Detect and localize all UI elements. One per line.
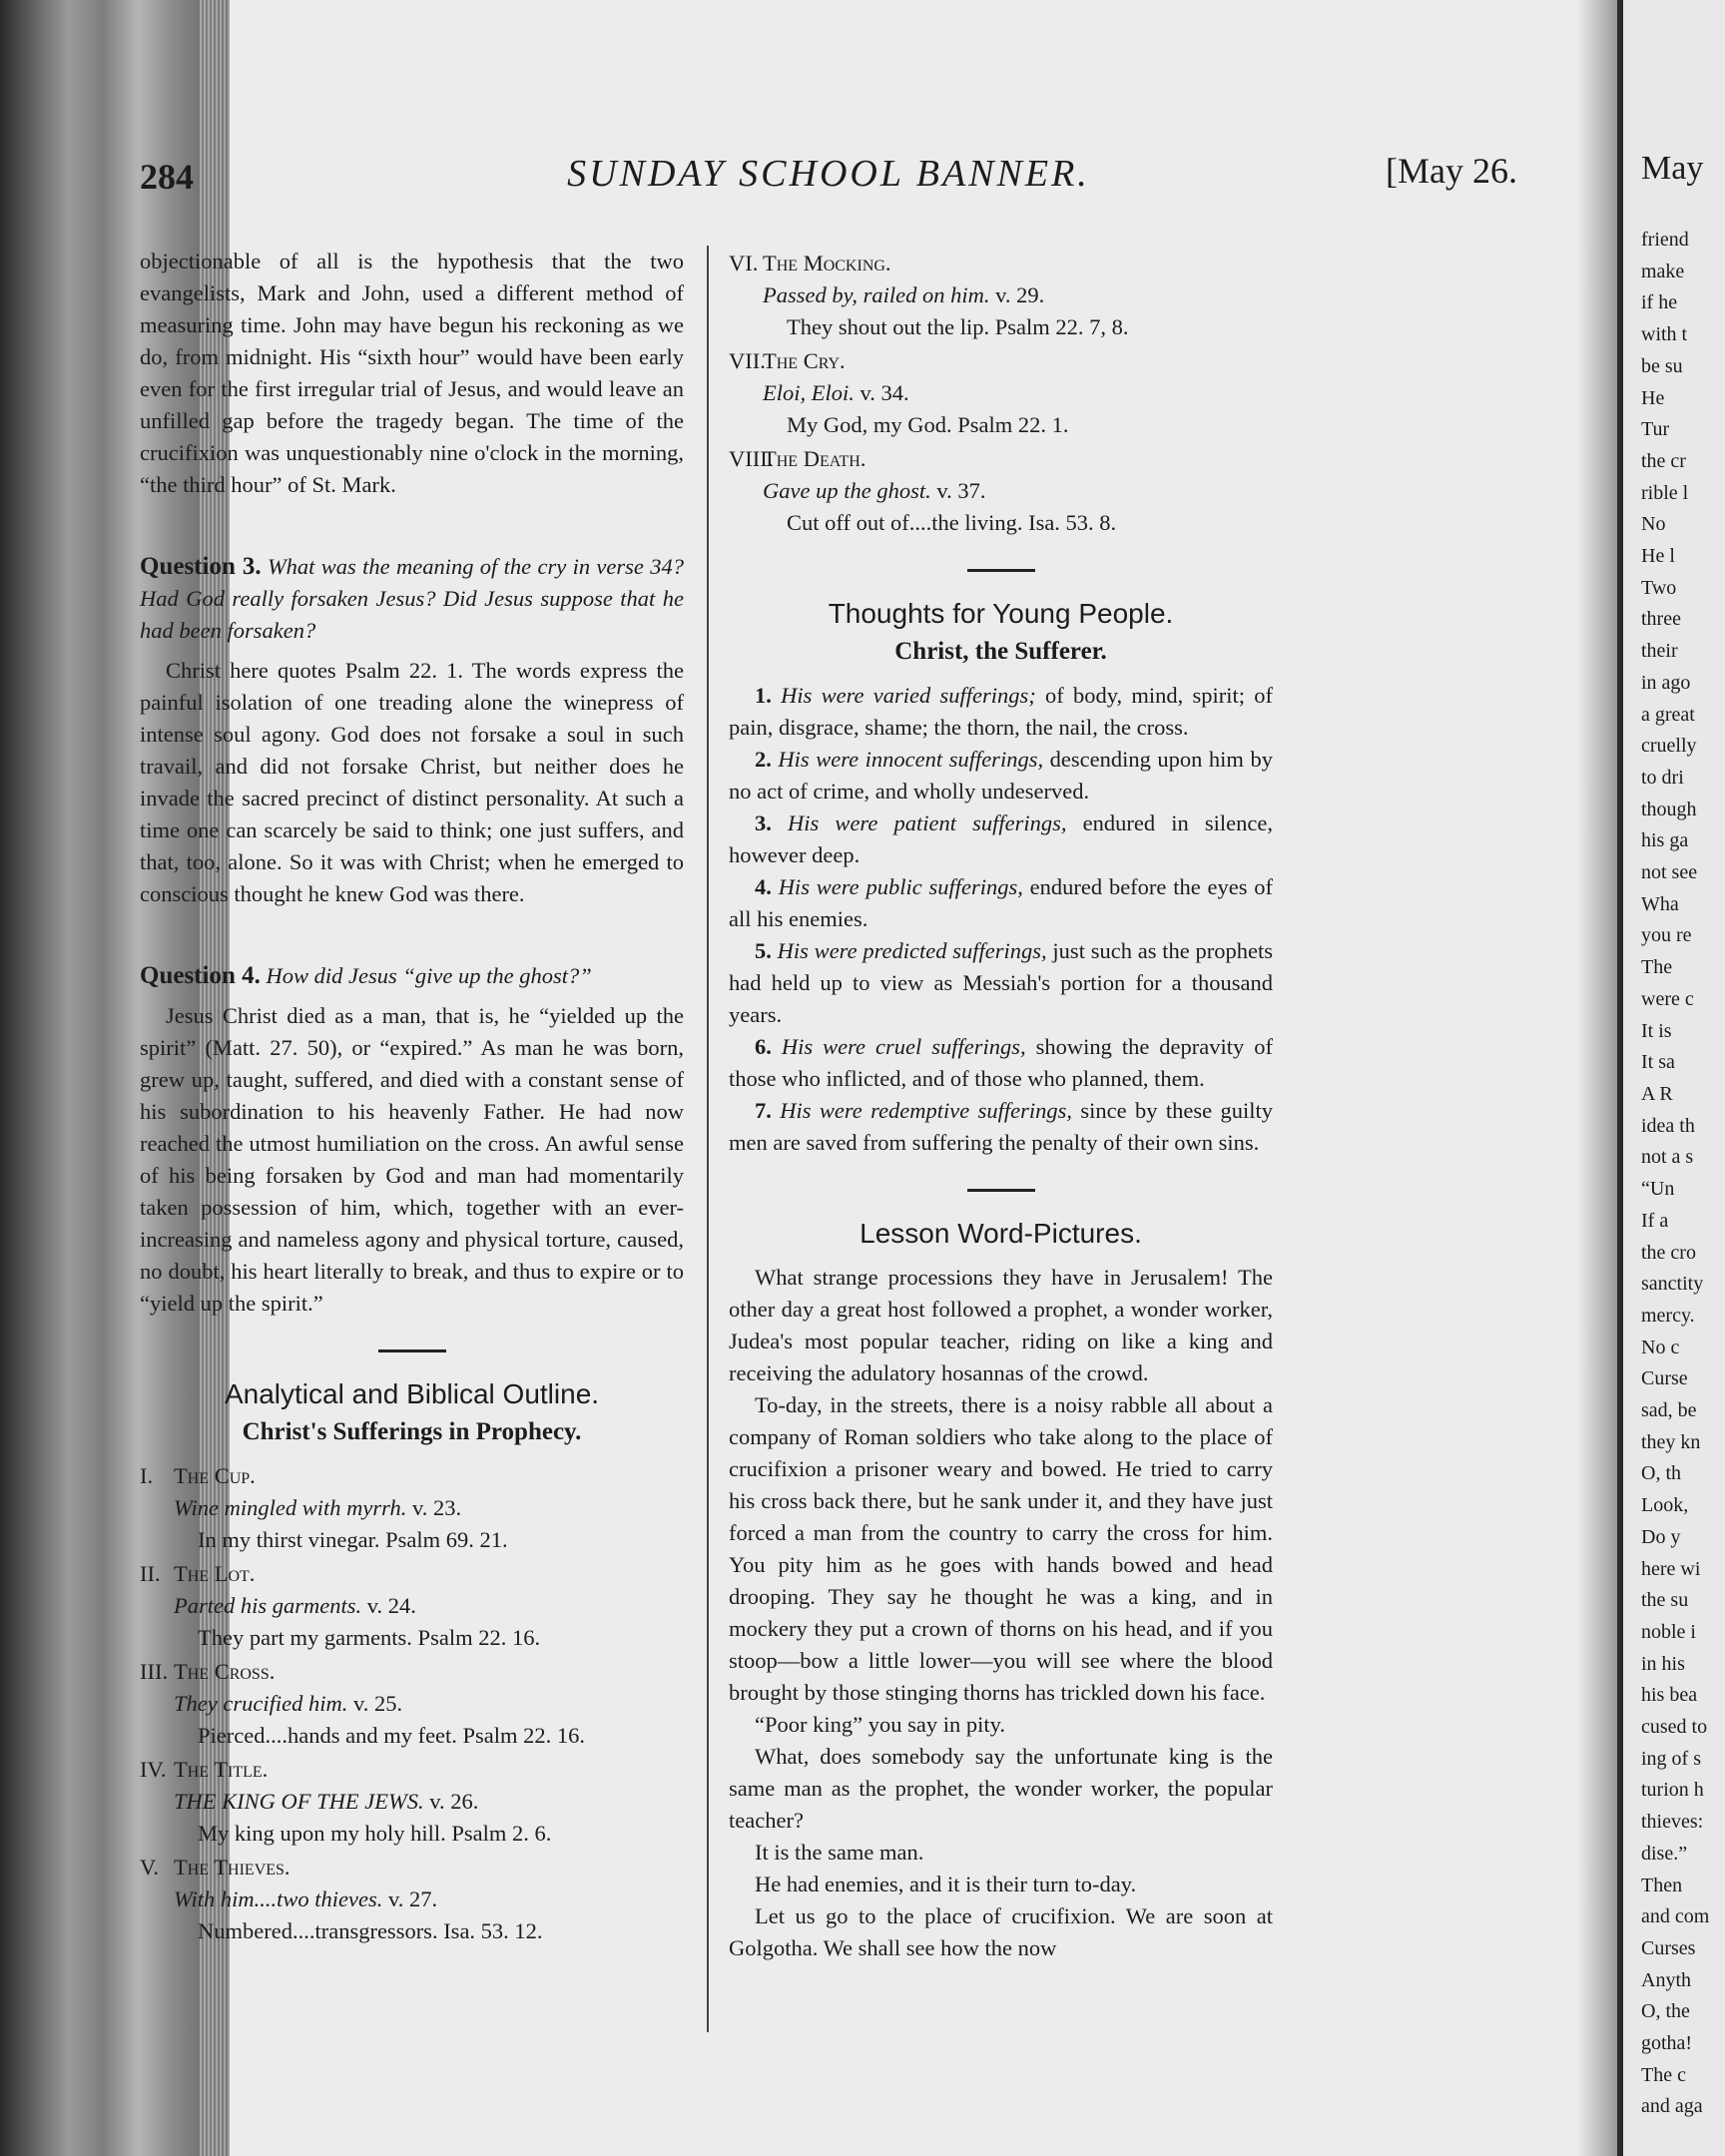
page-header bbox=[140, 148, 1517, 208]
next-page-line: turion h bbox=[1641, 1779, 1704, 1802]
thought-text: of body, mind, spirit; of pain, disgrace, shame; the thorn, the nail, the cross. bbox=[729, 683, 1274, 740]
outline-item-number: VIII. bbox=[729, 446, 774, 471]
thought-text: descending upon him by no act of crime, and wholly undeserved. bbox=[729, 747, 1273, 804]
thoughts-list bbox=[729, 680, 1273, 1159]
next-page-line: Two bbox=[1641, 576, 1677, 599]
column-divider bbox=[707, 246, 709, 2032]
outline-item-title: The Cross. bbox=[174, 1659, 276, 1684]
outline-item-title: The Thieves. bbox=[174, 1855, 290, 1880]
outline-item-title: The Lot. bbox=[174, 1561, 256, 1586]
outline-item-number: III. bbox=[140, 1659, 169, 1684]
next-page-line: If a bbox=[1641, 1209, 1669, 1232]
thought-item bbox=[729, 1095, 1273, 1159]
next-page-line: make bbox=[1641, 260, 1685, 282]
thought-text: just such as the prophets had held up to view as Messiah's portion for a thousand years. bbox=[729, 938, 1273, 1027]
next-page-line: if he bbox=[1641, 291, 1678, 314]
outline-item-quote: Numbered....transgressors. Isa. 53. 12. bbox=[198, 1918, 543, 1943]
issue-date: [May 26. bbox=[1386, 151, 1517, 191]
next-page-line: He bbox=[1641, 386, 1665, 409]
thought-number: 5. bbox=[755, 938, 772, 963]
outline-item-reference bbox=[140, 1688, 684, 1720]
outline-item-heading bbox=[729, 443, 1273, 475]
next-page-line: with t bbox=[1641, 323, 1688, 346]
word-pictures-paragraph: He had enemies, and it is their turn to-day. bbox=[755, 1872, 1137, 1896]
outline-item-number: V. bbox=[140, 1855, 159, 1880]
outline-item bbox=[140, 1754, 684, 1850]
next-page-line: the cr bbox=[1641, 449, 1686, 472]
next-page-lines bbox=[1641, 225, 1709, 2123]
thought-item bbox=[729, 744, 1273, 808]
thoughts-subtitle: Christ, the Sufferer. bbox=[894, 638, 1107, 665]
thought-item bbox=[729, 871, 1273, 935]
next-page-line: A R bbox=[1641, 1082, 1673, 1105]
next-page-line: He l bbox=[1641, 545, 1675, 568]
question-4-heading bbox=[140, 960, 684, 992]
outline-item bbox=[140, 1558, 684, 1654]
outline-item-verse: v. 29. bbox=[995, 282, 1045, 307]
outline-item-reference-text: THE KING OF THE JEWS. bbox=[174, 1789, 424, 1814]
next-page-line: thieves: bbox=[1641, 1811, 1704, 1834]
next-page-line: the su bbox=[1641, 1589, 1689, 1612]
outline-item-reference bbox=[729, 279, 1273, 311]
gutter-shadow bbox=[1577, 0, 1617, 2156]
thought-number: 6. bbox=[755, 1034, 772, 1059]
word-pictures-title: Lesson Word-Pictures. bbox=[860, 1218, 1142, 1249]
outline-item-number: VII. bbox=[729, 348, 766, 373]
thought-text: showing the depravity of those who inflicted, and of those who planned, them. bbox=[729, 1034, 1273, 1091]
outline-item-reference-text: Passed by, railed on him. bbox=[763, 282, 990, 307]
outline-item-heading bbox=[140, 1558, 684, 1590]
outline-item-number: I. bbox=[140, 1463, 154, 1488]
next-page-line: here wi bbox=[1641, 1557, 1701, 1580]
outline-item-verse: v. 27. bbox=[387, 1886, 438, 1911]
question-3-label: Question 3. bbox=[140, 553, 262, 580]
next-page-line: sanctity bbox=[1641, 1273, 1704, 1296]
outline-item bbox=[729, 345, 1273, 441]
outline-item-reference-text: Wine mingled with myrrh. bbox=[174, 1495, 407, 1520]
next-page-line: his bea bbox=[1641, 1684, 1698, 1707]
outline-item-quote: In my thirst vinegar. Psalm 69. 21. bbox=[198, 1527, 508, 1552]
next-page-line: It is bbox=[1641, 1019, 1672, 1042]
outline-item-heading bbox=[140, 1460, 684, 1492]
next-page-line: his ga bbox=[1641, 829, 1689, 852]
next-page-line: rible l bbox=[1641, 481, 1689, 504]
outline-item-verse: v. 34. bbox=[860, 380, 909, 405]
next-page-line: dise.” bbox=[1641, 1842, 1688, 1865]
outline-item-reference-text: With him....two thieves. bbox=[174, 1886, 383, 1911]
word-pictures-paragraph: “Poor king” you say in pity. bbox=[755, 1712, 1006, 1737]
thought-text: endured in silence, however deep. bbox=[729, 810, 1273, 867]
next-page-line: Curse bbox=[1641, 1367, 1688, 1390]
thoughts-title: Thoughts for Young People. bbox=[828, 598, 1174, 629]
outline-item-quote: Cut off out of....the living. Isa. 53. 8. bbox=[787, 510, 1117, 535]
page-number: 284 bbox=[140, 157, 194, 197]
word-pictures-paragraph: What, does somebody say the unfortunate king is the same man as the prophet, the wonder worker, the popular teacher? bbox=[729, 1744, 1273, 1833]
section-rule bbox=[967, 569, 1035, 572]
thought-item bbox=[729, 1031, 1273, 1095]
outline-item-reference bbox=[140, 1786, 684, 1818]
next-page-line: Wha bbox=[1641, 892, 1679, 915]
outline-item-number: II. bbox=[140, 1561, 161, 1586]
thought-lead: His were redemptive sufferings, bbox=[780, 1098, 1073, 1123]
outline-item-reference-text: Gave up the ghost. bbox=[763, 478, 931, 503]
word-pictures-body bbox=[729, 1262, 1273, 1964]
outline-item-verse: v. 26. bbox=[429, 1789, 479, 1814]
outline-item-title: The Cup. bbox=[174, 1463, 256, 1488]
next-page-line: not a s bbox=[1641, 1146, 1694, 1169]
word-pictures-paragraph: To-day, in the streets, there is a noisy rabble all about a company of Roman soldiers who take along to the place of crucifixion a prisoner weary and bowed. He tried to carry his cross back there, but he sank under it, and they have just forced a man from the country to carry the cross for him. You pity him as he goes with hands bowed and head drooping. They say he thought he was a king, and in mockery they put a crown of thorns on his head, and if you stoop—bow a little lower—you will see where the blood brought by those stinging thorns has trickled down his face. bbox=[729, 1392, 1273, 1705]
outline-list-right bbox=[729, 248, 1273, 539]
outline-item bbox=[729, 443, 1273, 539]
outline-item bbox=[140, 1852, 684, 1947]
outline-item-title: The Death. bbox=[763, 446, 866, 471]
thought-number: 3. bbox=[755, 810, 772, 835]
intro-paragraph: objectionable of all is the hypothesis that the two evangelists, Mark and John, used a different method of measuring time. John may have begun his reckoning as we do, from midnight. His “sixth hour” would have been early even for the first irregular trial of Jesus, and would leave an unfilled gap before the tragedy began. The time of the crucifixion was unquestionably nine o'clock in the morning, “the third hour” of St. Mark. bbox=[140, 249, 684, 497]
outline-item-title: The Cry. bbox=[763, 348, 846, 373]
left-column bbox=[140, 246, 684, 1947]
outline-item-verse: v. 23. bbox=[411, 1495, 462, 1520]
outline-item-verse: v. 24. bbox=[366, 1593, 416, 1618]
thought-lead: His were varied sufferings; bbox=[781, 683, 1036, 708]
next-page-line: to dri bbox=[1641, 766, 1684, 789]
outline-item-quote: My king upon my holy hill. Psalm 2. 6. bbox=[198, 1821, 552, 1846]
outline-item-quote: They part my garments. Psalm 22. 16. bbox=[198, 1625, 541, 1650]
next-page-line: Tur bbox=[1641, 418, 1670, 441]
thought-lead: His were public sufferings, bbox=[778, 874, 1023, 899]
next-page-line: in ago bbox=[1641, 671, 1691, 694]
next-page-line: It sa bbox=[1641, 1051, 1675, 1074]
outline-item-quote: My God, my God. Psalm 22. 1. bbox=[787, 412, 1069, 437]
question-4-label: Question 4. bbox=[140, 962, 261, 989]
thought-text: since by these guilty men are saved from suffering the penalty of their own sins. bbox=[729, 1098, 1273, 1155]
next-page-line: ing of s bbox=[1641, 1747, 1701, 1770]
next-page-line: cruelly bbox=[1641, 735, 1697, 758]
word-pictures-paragraph: Let us go to the place of crucifixion. We are soon at Golgotha. We shall see how the now bbox=[729, 1903, 1273, 1960]
outline-item-quote: Pierced....hands and my feet. Psalm 22. 16. bbox=[198, 1723, 586, 1748]
outline-item-heading bbox=[140, 1852, 684, 1884]
question-4-text: How did Jesus “give up the ghost?” bbox=[266, 963, 592, 988]
next-page-line: The bbox=[1641, 956, 1673, 979]
outline-item-heading bbox=[140, 1656, 684, 1688]
next-page-line: the cro bbox=[1641, 1241, 1696, 1264]
next-page-line: Then bbox=[1641, 1874, 1683, 1896]
outline-subtitle: Christ's Sufferings in Prophecy. bbox=[242, 1418, 582, 1445]
thought-text: endured before the eyes of all his enemies. bbox=[729, 874, 1274, 931]
next-page-line: O, the bbox=[1641, 2000, 1690, 2023]
next-page-line: gotha! bbox=[1641, 2032, 1693, 2055]
outline-item-title: The Mocking. bbox=[763, 251, 891, 275]
next-page-line: and aga bbox=[1641, 2095, 1703, 2118]
next-page-line: and com bbox=[1641, 1905, 1710, 1928]
next-page-line: were c bbox=[1641, 987, 1694, 1010]
next-page-line: three bbox=[1641, 608, 1681, 631]
next-page-line: mercy. bbox=[1641, 1304, 1695, 1327]
outline-item-reference-text: They crucified him. bbox=[174, 1691, 348, 1716]
next-page-line: Anyth bbox=[1641, 1968, 1691, 1991]
next-page-line: you re bbox=[1641, 924, 1692, 947]
section-rule bbox=[967, 1189, 1035, 1192]
word-pictures-paragraph: What strange processions they have in Jerusalem! The other day a great host followed a prophet, a wonder worker, Judea's most popular teacher, riding on like a king and receiving the adulatory hosannas of the crowd. bbox=[729, 1265, 1273, 1385]
next-page-line: idea th bbox=[1641, 1114, 1695, 1137]
thought-number: 2. bbox=[755, 747, 772, 772]
next-page-line: though bbox=[1641, 798, 1697, 820]
section-rule bbox=[378, 1349, 446, 1352]
thought-item bbox=[729, 680, 1273, 744]
outline-item-quote: They shout out the lip. Psalm 22. 7, 8. bbox=[787, 314, 1129, 339]
outline-item-reference-text: Parted his garments. bbox=[174, 1593, 362, 1618]
next-page-line: be su bbox=[1641, 354, 1683, 377]
outline-item-reference bbox=[140, 1884, 684, 1915]
next-page-line: “Un bbox=[1641, 1178, 1675, 1201]
outline-item bbox=[729, 248, 1273, 343]
outline-item-verse: v. 37. bbox=[936, 478, 986, 503]
outline-item-reference bbox=[140, 1492, 684, 1524]
next-page-fragment bbox=[1617, 0, 1725, 2156]
question-3-heading bbox=[140, 551, 684, 647]
outline-item-heading bbox=[729, 248, 1273, 279]
next-page-line: their bbox=[1641, 640, 1678, 663]
next-page-header: May bbox=[1641, 150, 1704, 187]
outline-item-reference bbox=[140, 1590, 684, 1622]
thought-item bbox=[729, 935, 1273, 1031]
next-page-line: friend bbox=[1641, 229, 1689, 251]
outline-item-number: IV. bbox=[140, 1757, 167, 1782]
next-page-line: O, th bbox=[1641, 1462, 1681, 1485]
right-column bbox=[729, 246, 1273, 1964]
outline-item-heading bbox=[729, 345, 1273, 377]
thought-lead: His were innocent sufferings, bbox=[778, 747, 1044, 772]
outline-item bbox=[140, 1460, 684, 1556]
running-title: SUNDAY SCHOOL BANNER. bbox=[567, 153, 1090, 195]
outline-title: Analytical and Biblical Outline. bbox=[224, 1378, 600, 1409]
outline-item-number: VI. bbox=[729, 251, 759, 275]
thought-lead: His were patient sufferings, bbox=[788, 810, 1067, 835]
outline-list-left bbox=[140, 1460, 684, 1947]
next-page-line: a great bbox=[1641, 703, 1695, 726]
next-page-line: noble i bbox=[1641, 1620, 1696, 1643]
thought-number: 4. bbox=[755, 874, 772, 899]
outline-item-verse: v. 25. bbox=[352, 1691, 403, 1716]
next-page-line: not see bbox=[1641, 861, 1698, 884]
outline-item-title: The Title. bbox=[174, 1757, 269, 1782]
word-pictures-paragraph: It is the same man. bbox=[755, 1840, 924, 1865]
outline-item-reference bbox=[729, 377, 1273, 409]
thought-item bbox=[729, 808, 1273, 871]
next-page-line: Look, bbox=[1641, 1494, 1689, 1517]
outline-item-reference bbox=[729, 475, 1273, 507]
thought-number: 1. bbox=[755, 683, 772, 708]
thought-number: 7. bbox=[755, 1098, 772, 1123]
next-page-line: The c bbox=[1641, 2063, 1686, 2086]
question-3-text: What was the meaning of the cry in verse 34? Had God really forsaken Jesus? Did Jesus suppose that he had been forsaken? bbox=[140, 554, 684, 643]
outline-item-heading bbox=[140, 1754, 684, 1786]
next-page-line: cused to bbox=[1641, 1716, 1708, 1739]
thought-lead: His were cruel sufferings, bbox=[781, 1034, 1026, 1059]
next-page-line: No bbox=[1641, 513, 1666, 536]
next-page-line: Curses bbox=[1641, 1936, 1696, 1959]
next-page-line: No c bbox=[1641, 1336, 1680, 1358]
question-3-answer: Christ here quotes Psalm 22. 1. The words express the painful isolation of one treading alone the winepress of intense soul agony. God does not forsake a soul in such travail, and did not forsake Christ, but neither does he invade the sacred precinct of distinct personality. At such a time one can scarcely be said to think; one just suffers, and that, too, alone. So it was with Christ; when he emerged to conscious thought he knew God was there. bbox=[140, 658, 684, 906]
next-page-line: Do y bbox=[1641, 1525, 1681, 1548]
next-page-line: in his bbox=[1641, 1652, 1685, 1675]
thought-lead: His were predicted sufferings, bbox=[777, 938, 1047, 963]
next-page-line: they kn bbox=[1641, 1430, 1701, 1453]
next-page-line: sad, be bbox=[1641, 1399, 1697, 1422]
outline-item bbox=[140, 1656, 684, 1752]
outline-item-reference-text: Eloi, Eloi. bbox=[763, 380, 855, 405]
question-4-answer: Jesus Christ died as a man, that is, he “yielded up the spirit” (Matt. 27. 50), or “expired.” As man he was born, grew up, taught, suffered, and died with a constant sense of his subordination to his heavenly Father. He had now reached the utmost humiliation on the cross. An awful sense of his being forsaken by God and man had momentarily taken possession of him, which, together with an ever-increasing and nameless agony and physical torture, caused, no doubt, his heart literally to break, and thus to expire or to “yield up the spirit.” bbox=[140, 1003, 684, 1316]
